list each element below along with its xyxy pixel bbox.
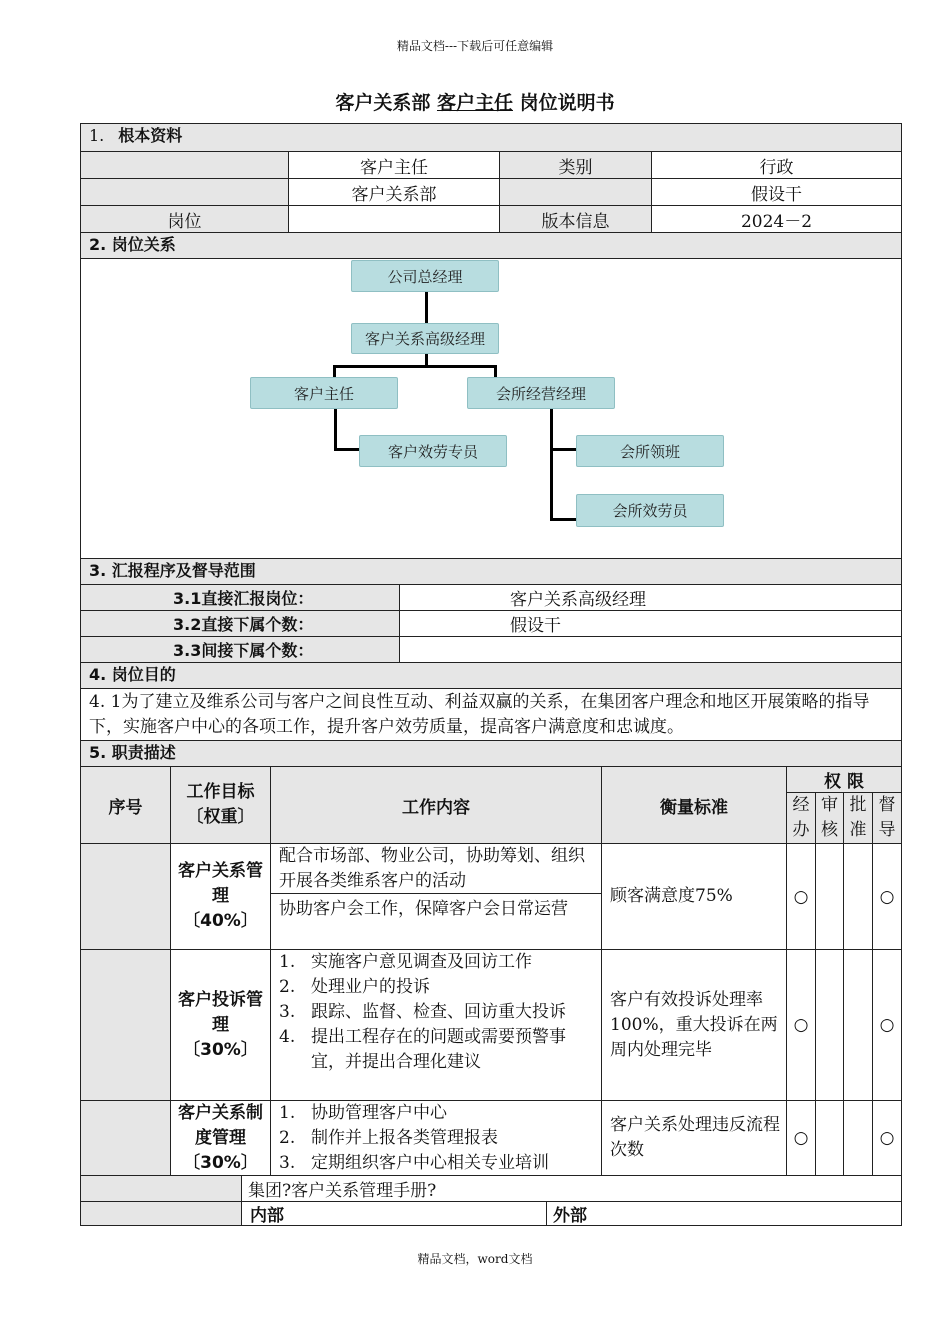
- row-c-auth-review: [815, 1100, 843, 1175]
- row-b-no: [81, 949, 170, 1100]
- row-a-standard: 顾客满意度75%: [601, 843, 786, 949]
- row-c-auth-approve: [843, 1100, 872, 1175]
- external-relations: 外部: [546, 1201, 901, 1225]
- internal-relations: 内部: [241, 1201, 546, 1225]
- headcount-label-cell: [499, 178, 651, 205]
- section-4-heading: 4. 岗位目的: [81, 662, 901, 688]
- row-a-auth-supervise: ○: [872, 843, 901, 949]
- row-c-content: [270, 1100, 601, 1175]
- col-header-authority: 权 限: [786, 766, 901, 792]
- page-header: 精品文档---下载后可任意编辑: [396, 39, 554, 53]
- department-label-cell: [81, 178, 288, 205]
- row-a-goal-weight: 〔40%〕: [183, 911, 258, 931]
- section-2-heading: 2. 岗位关系: [81, 232, 901, 258]
- job-description-table: [80, 123, 902, 1226]
- col-header-standard: 衡量标准: [601, 766, 786, 843]
- org-node-cs-staff: 客户效劳专员: [359, 435, 507, 467]
- category-value: 行政: [651, 151, 901, 178]
- list-item: 1. 实施客户意见调查及回访工作: [279, 952, 532, 972]
- headcount-value: 假设干: [651, 178, 901, 205]
- title-position: 客户主任: [436, 92, 513, 114]
- row-b-goal: [170, 949, 270, 1100]
- department-value: 客户关系部: [288, 178, 499, 205]
- position-name: 客户主任: [288, 151, 499, 178]
- col-header-goal: 工作目标〔权重〕: [170, 766, 270, 843]
- org-node-club-staff: 会所效劳员: [576, 494, 724, 527]
- org-node-club-lead: 会所领班: [576, 435, 724, 467]
- category-label: 类别: [499, 151, 651, 178]
- connector-supervisor-down: [334, 409, 337, 451]
- direct-report-label: 3.1直接汇报岗位：: [81, 584, 399, 610]
- direct-report-value: 客户关系高级经理: [399, 584, 901, 610]
- row-a-auth-handle: ○: [786, 843, 815, 949]
- list-item: 4. 提出工程存在的问题或需要预警事宜，并提出合理化建议: [279, 1027, 566, 1072]
- section-5-heading: 5. 职责描述: [81, 740, 901, 766]
- auth-supervise: 督导: [872, 792, 901, 843]
- indirect-subordinates-label: 3.3间接下属个数：: [81, 636, 399, 662]
- org-chart: [81, 258, 901, 558]
- row-a-content-1: 配合市场部、物业公司，协助筹划、组织开展各类维系客户的活动: [270, 843, 601, 893]
- row-c-no: [81, 1100, 170, 1175]
- page-title: [0, 88, 950, 115]
- list-item: 1. 协助管理客户中心: [279, 1103, 447, 1123]
- row-c-goal: [170, 1100, 270, 1175]
- org-node-supervisor: 客户主任: [250, 377, 398, 409]
- auth-review: 审核: [815, 792, 843, 843]
- manual-reference: 集团?客户关系管理手册?: [241, 1175, 901, 1201]
- row-c-goal-name: 客户关系制度管理: [178, 1102, 263, 1148]
- row-a-goal: [170, 843, 270, 949]
- list-item: 3. 跟踪、监督、检查、回访重大投诉: [279, 1002, 566, 1022]
- post-value: [288, 205, 499, 232]
- org-node-general-manager: 公司总经理: [351, 260, 499, 292]
- auth-handle: 经办: [786, 792, 815, 843]
- title-department: 客户关系部: [335, 92, 431, 114]
- connector-to-club-staff: [550, 518, 577, 521]
- connector-gm-senior: [425, 291, 428, 324]
- row-a-auth-review: [815, 843, 843, 949]
- org-node-club-manager: 会所经营经理: [467, 377, 615, 409]
- post-label: 岗位: [81, 205, 288, 232]
- row-b-auth-supervise: ○: [872, 949, 901, 1100]
- row-b-standard: 客户有效投诉处理率100%，重大投诉在两周内处理完毕: [601, 949, 786, 1100]
- connector-to-club-lead: [550, 448, 577, 451]
- row-a-auth-approve: [843, 843, 872, 949]
- list-item: 2. 处理业户的投诉: [279, 977, 430, 997]
- direct-subordinates-label: 3.2直接下属个数：: [81, 610, 399, 636]
- title-doc-type: 岗位说明书: [519, 92, 615, 114]
- section-3-heading: 3. 汇报程序及督导范围: [81, 558, 901, 584]
- version-value: 2024－2: [651, 205, 901, 232]
- row-a-goal-name: 客户关系管理: [178, 861, 263, 906]
- list-item: 3. 定期组织客户中心相关专业培训: [279, 1153, 549, 1173]
- col-header-content: 工作内容: [270, 766, 601, 843]
- section-1-heading: 1. 根本资料: [81, 124, 901, 151]
- connector-branch: [333, 365, 496, 368]
- row-b-auth-approve: [843, 949, 872, 1100]
- row-b-goal-name: 客户投诉管理: [178, 989, 263, 1035]
- row-c-auth-handle: ○: [786, 1100, 815, 1175]
- relations-label-cell: [81, 1201, 241, 1225]
- basic-info-label-cell: [81, 151, 288, 178]
- indirect-subordinates-value: [399, 636, 901, 662]
- row-a-no: [81, 843, 170, 949]
- row-b-content: [270, 949, 601, 1100]
- row-a-content-2: 协助客户会工作，保障客户会日常运营: [270, 893, 601, 949]
- row-b-auth-handle: ○: [786, 949, 815, 1100]
- col-header-no: 序号: [81, 766, 170, 843]
- connector-club-mgr-down: [550, 409, 553, 521]
- manual-label-cell: [81, 1175, 241, 1201]
- org-node-senior-manager: 客户关系高级经理: [351, 323, 499, 354]
- row-b-goal-weight: 〔30%〕: [183, 1039, 258, 1060]
- page-footer: 精品文档，word文档: [417, 1252, 533, 1266]
- connector-to-cs-staff: [334, 448, 360, 451]
- auth-approve: 批准: [843, 792, 872, 843]
- row-b-auth-review: [815, 949, 843, 1100]
- list-item: 2. 制作并上报各类管理报表: [279, 1128, 498, 1148]
- row-c-standard: 客户关系处理违反流程次数: [601, 1100, 786, 1175]
- row-c-goal-weight: 〔30%〕: [183, 1152, 258, 1173]
- direct-subordinates-value: 假设干: [399, 610, 901, 636]
- position-purpose-text: 4. 1为了建立及维系公司与客户之间良性互动、利益双赢的关系，在集团客户理念和地区开展策略的指导下，实施客户中心的各项工作，提升客户效劳质量，提高客户满意度和忠诚度。: [81, 688, 901, 740]
- row-c-auth-supervise: ○: [872, 1100, 901, 1175]
- version-label: 版本信息: [499, 205, 651, 232]
